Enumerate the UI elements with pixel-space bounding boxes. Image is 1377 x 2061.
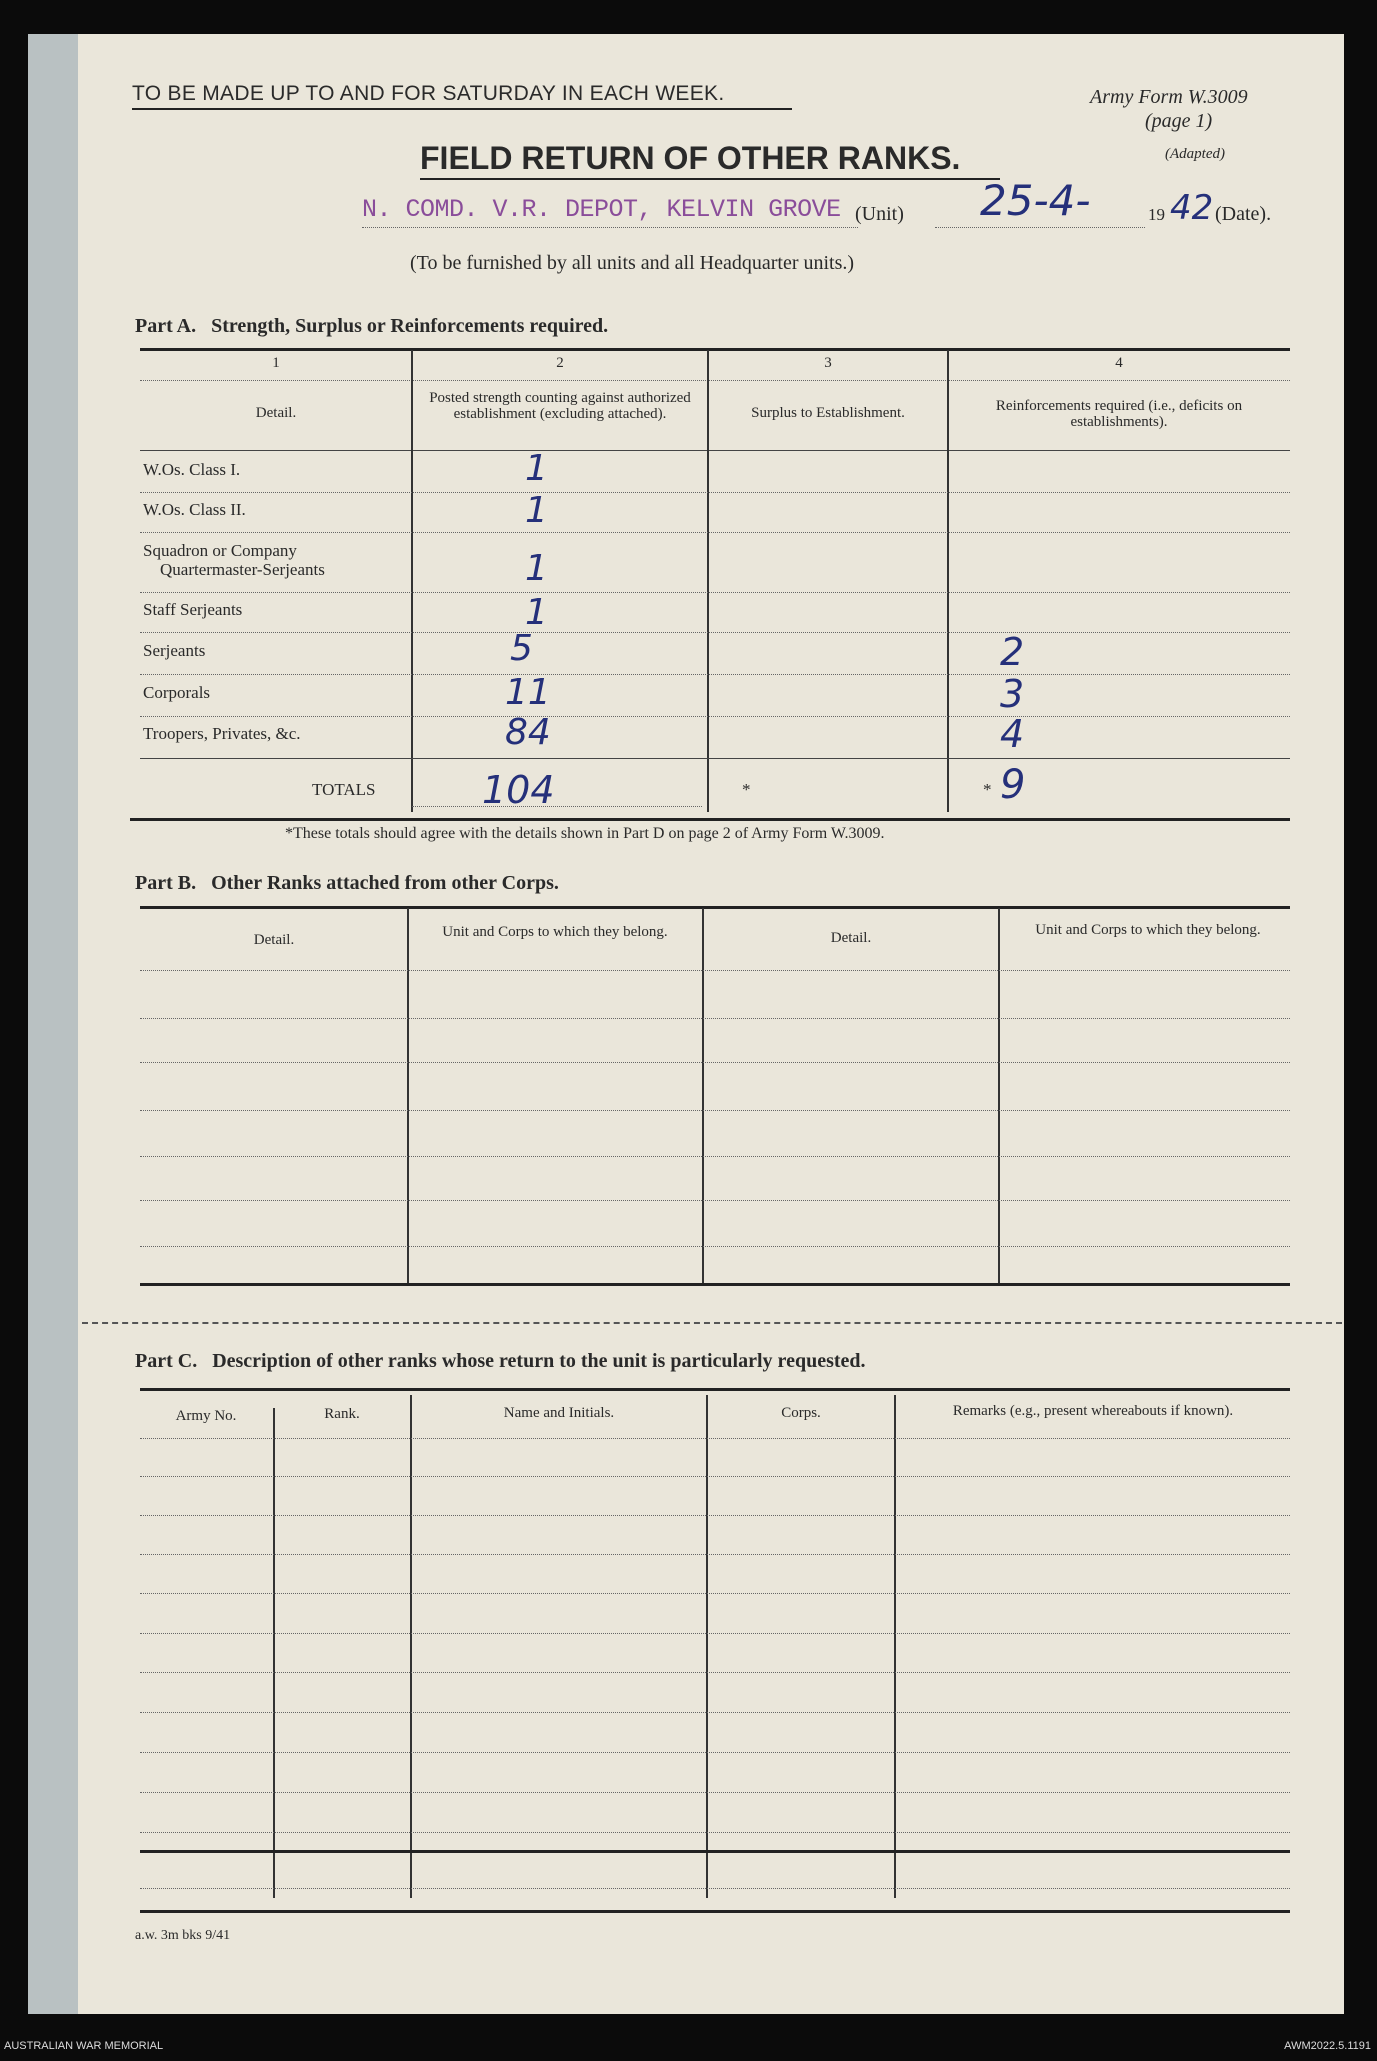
partc-divider-2 [410,1395,412,1898]
page-indicator: (page 1) [1145,110,1213,132]
part-a-top-rule [140,348,1290,351]
date-dotline [935,227,1145,228]
partb-rule [140,1246,1290,1247]
footer-accession: AWM2022.5.1191 [1284,2040,1371,2052]
col-divider-2 [707,350,709,812]
furnish-note: (To be furnished by all units and all Headquarter units.) [410,252,855,274]
row-reinforcements: 3 [1000,672,1025,716]
partc-divider-4 [894,1395,896,1898]
page-title: FIELD RETURN OF OTHER RANKS. [420,140,961,176]
part-b-bottom-rule [140,1283,1290,1286]
col-number-1: 1 [272,355,280,371]
partc-rule [140,1832,1290,1833]
row-rule [140,492,1290,493]
partb-rule [140,1110,1290,1111]
part-c-title: Part C. Description of other ranks whose return to the unit is particularly requested. [135,1350,866,1372]
partc-mid-rule [140,1850,1290,1853]
year-prefix: 19 [1148,205,1165,224]
footer-credit: AUSTRALIAN WAR MEMORIAL [4,2040,164,2052]
row-posted: 1 [525,592,548,633]
row-detail: Serjeants [143,641,206,660]
row-posted: 1 [525,490,548,531]
totals-posted: 104 [482,768,555,812]
partc-divider-1 [273,1408,275,1898]
partb-header-unit-1: Unit and Corps to which they belong. [442,924,668,940]
row-rule [140,674,1290,675]
partc-rule [140,1752,1290,1753]
col-number-rule [140,380,1290,381]
partc-rule [140,1476,1290,1477]
partb-rule [140,1200,1290,1201]
totals-top-rule [140,758,1290,759]
row-detail: Squadron or Company [143,541,297,560]
col-header-posted: Posted strength counting against authorized establishment (excluding attached). [429,390,691,422]
title-underline [420,178,1000,180]
partc-header-army-no: Army No. [175,1408,237,1424]
partb-divider-2 [702,908,704,1283]
row-rule [140,592,1290,593]
printer-code: a.w. 3m bks 9/41 [135,1928,231,1943]
col-header-surplus: Surplus to Establishment. [751,405,905,421]
partb-header-detail-1: Detail. [253,932,295,948]
totals-label: TOTALS [312,780,376,799]
partc-rule [140,1672,1290,1673]
partc-header-rank: Rank. [324,1406,360,1422]
totals-reinforcements: 9 [1000,762,1026,808]
partc-rule [140,1593,1290,1594]
row-rule [140,532,1290,533]
year-handwritten: 42 [1170,188,1214,228]
col-divider-1 [411,350,413,812]
tear-line [82,1322,1342,1324]
form-number: Army Form W.3009 [1090,86,1248,108]
partc-rule [140,1554,1290,1555]
unit-label: (Unit) [855,203,904,225]
part-b-title: Part B. Other Ranks attached from other Corps. [135,872,559,894]
col-divider-3 [947,350,949,812]
partb-divider-1 [407,908,409,1283]
totals-dotline [412,806,702,807]
part-a-bottom-rule [130,818,1290,821]
date-label: (Date). [1215,203,1272,225]
part-a-footnote: *These totals should agree with the details shown in Part D on page 2 of Army Form W.3009. [285,825,885,842]
instruction-line: TO BE MADE UP TO AND FOR SATURDAY IN EACH WEEK. [132,82,725,105]
part-a-title: Part A. Strength, Surplus or Reinforcements required. [135,315,609,337]
row-posted: 5 [510,628,533,669]
partc-rule [140,1712,1290,1713]
row-posted: 1 [525,448,548,489]
row-detail: W.Os. Class I. [143,460,241,479]
row-posted: 84 [505,712,551,753]
row-detail-continued: Quartermaster-Serjeants [160,560,325,579]
part-b-top-rule [140,906,1290,909]
unit-dotline [362,227,858,228]
col-number-2: 2 [556,355,564,371]
partc-rule [140,1792,1290,1793]
partc-rule [140,1515,1290,1516]
adapted-note: (Adapted) [1165,146,1225,162]
partc-divider-3 [706,1395,708,1898]
row-reinforcements: 2 [1000,630,1025,674]
partb-rule [140,1156,1290,1157]
col-number-4: 4 [1115,355,1123,371]
row-detail: Corporals [143,683,211,702]
partc-header-corps: Corps. [781,1405,821,1421]
partb-rule [140,1018,1290,1019]
part-c-bottom-rule [140,1910,1290,1913]
partb-header-unit-2: Unit and Corps to which they belong. [1035,922,1261,938]
partc-rule [140,1633,1290,1634]
partb-header-detail-2: Detail. [830,930,872,946]
partc-header-name: Name and Initials. [503,1405,615,1421]
totals-surplus-mark: * [742,780,751,799]
row-detail: Troopers, Privates, &c. [143,724,301,743]
row-rule [140,716,1290,717]
row-posted: 11 [505,672,551,713]
instruction-underline [132,108,792,110]
row-detail: Staff Serjeants [143,600,243,619]
header-bottom-rule [140,450,1290,451]
partb-rule [140,970,1290,971]
unit-stamp: N. COMD. V.R. DEPOT, KELVIN GROVE [362,195,841,224]
partb-divider-3 [998,908,1000,1283]
row-rule [140,632,1290,633]
col-header-reinforcements: Reinforcements required (i.e., deficits on establishments). [995,398,1243,430]
row-detail: W.Os. Class II. [143,500,246,519]
row-reinforcements: 4 [1000,712,1025,756]
partc-header-remarks: Remarks (e.g., present whereabouts if known). [952,1403,1234,1419]
row-posted: 1 [525,548,548,589]
totals-reinf-mark: * [983,780,992,799]
date-handwritten: 25-4- [980,176,1091,225]
partb-rule [140,1062,1290,1063]
col-number-3: 3 [824,355,832,371]
part-c-top-rule [140,1388,1290,1391]
partc-rule [140,1888,1290,1889]
partc-rule [140,1438,1290,1439]
col-header-detail: Detail. [255,405,297,421]
